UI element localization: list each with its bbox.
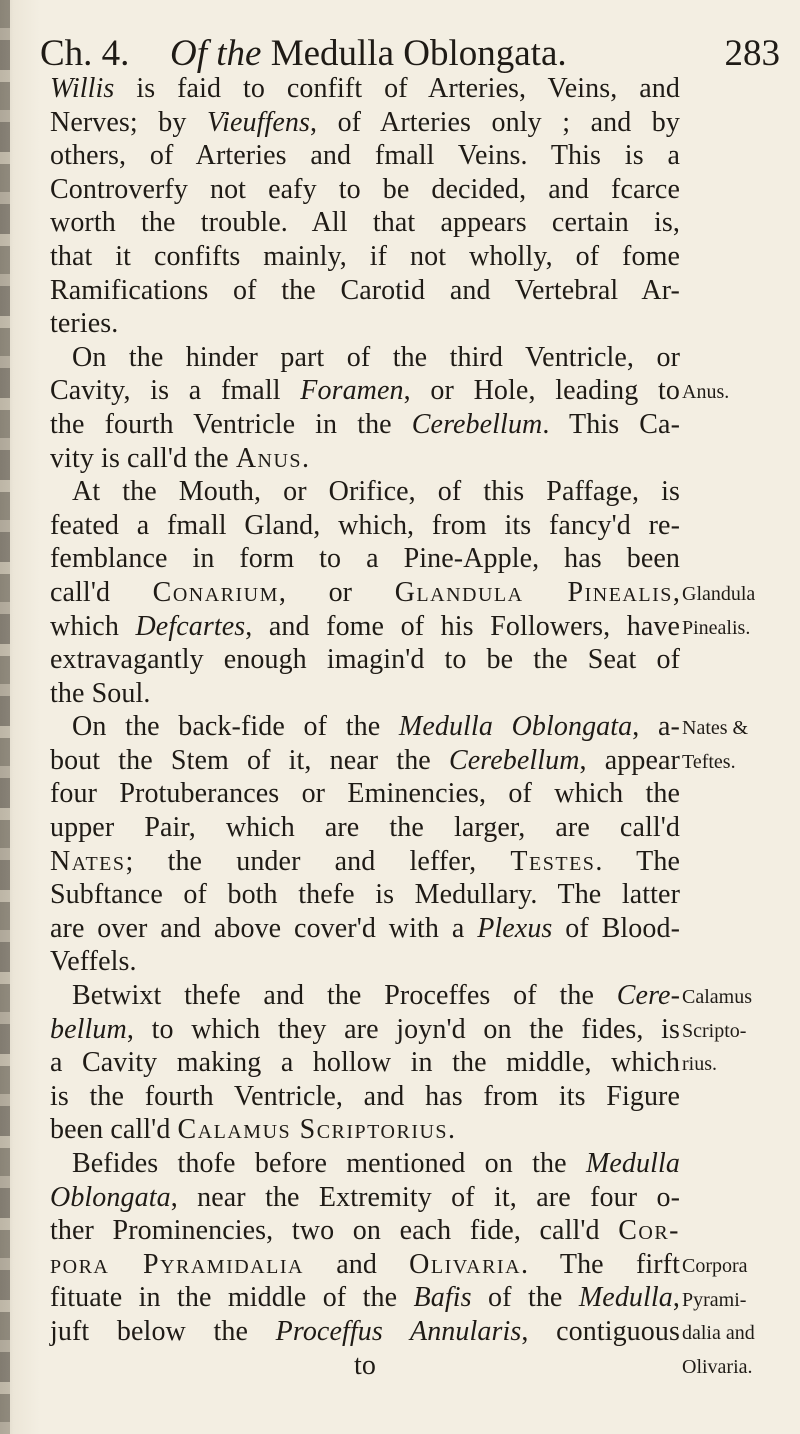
italic-term: Willis (50, 73, 115, 104)
small-caps-term: Anus (235, 442, 303, 474)
text-run: upper Pair, which are the larger, are call'd (50, 812, 680, 844)
text-run: , appear (579, 744, 680, 776)
text-line (50, 1080, 680, 1114)
text-line (50, 945, 680, 979)
text-line (50, 1113, 680, 1147)
italic-term: Medulla (578, 1282, 673, 1314)
text-run: Ramifications of the Carotid and Vertebral Ar- (50, 274, 680, 306)
margin-note: Nates & (682, 717, 749, 740)
text-run: , (672, 1282, 680, 1314)
text-run: Betwixt thefe and the Proceffes of the (72, 980, 617, 1012)
text-run: , a- (632, 711, 680, 743)
text-run: worth the trouble. All that appears certain is, (50, 207, 680, 239)
text-line (50, 307, 680, 341)
text-run: . The firft (521, 1248, 680, 1280)
text-line (50, 1046, 680, 1080)
text-line (50, 509, 680, 543)
text-line (50, 710, 680, 744)
text-run: fituate in the middle of the (50, 1282, 414, 1314)
text-run: , (672, 576, 680, 608)
body-text (50, 72, 680, 1382)
small-caps-term: Cor- (618, 1215, 680, 1247)
text-line (50, 274, 680, 308)
margin-note: Olivaria. (682, 1355, 753, 1378)
margin-note: rius. (682, 1053, 717, 1076)
text-run: On the hinder part of the third Ventricle, or (72, 341, 680, 373)
text-run: and (303, 1248, 410, 1280)
text-run: . This Ca- (542, 408, 680, 440)
text-run: ther Prominencies, two on each fide, call'd (50, 1215, 619, 1247)
text-line (50, 1315, 680, 1349)
text-line (50, 845, 680, 879)
text-run: extravagantly enough imagin'd to be the Seat of (50, 644, 680, 676)
text-line (50, 374, 680, 408)
text-run: the fourth Ventricle in the (50, 408, 412, 440)
running-title-prefix: Of the (170, 33, 262, 74)
text-line (50, 442, 680, 476)
italic-term: Proceffus Annularis (275, 1315, 522, 1347)
text-run: Controverfy not eafy to be decided, and fcarce (50, 173, 680, 205)
text-line (50, 139, 680, 173)
text-line (50, 72, 680, 106)
text-line (50, 1248, 680, 1282)
text-run: that it confifts mainly, if not wholly, of fome (50, 240, 680, 272)
small-caps-term: Nates (50, 845, 126, 877)
text-run: feated a fmall Gland, which, from its fancy'd re- (50, 509, 680, 541)
small-caps-term: Glandula Pinealis (394, 576, 673, 608)
text-line (50, 542, 680, 576)
text-line (50, 979, 680, 1013)
text-line (50, 576, 680, 610)
text-run: , to which they are joyn'd on the fides, is (126, 1013, 680, 1045)
text-line (50, 1147, 680, 1181)
text-line (50, 1281, 680, 1315)
text-line (50, 1181, 680, 1215)
text-line (50, 677, 680, 711)
text-run: , and fome of his Followers, have (245, 610, 680, 642)
text-run: ; the under and leffer, (125, 845, 511, 877)
text-run: bout the Stem of it, near the (50, 744, 449, 776)
italic-term: Plexus (477, 912, 553, 944)
text-run: , contiguous (521, 1315, 680, 1347)
chapter-label: Ch. 4. (40, 33, 130, 74)
margin-note: Corpora (682, 1255, 748, 1277)
text-run: , of Arteries only ; and by (309, 106, 680, 138)
italic-term: Vieuffens (206, 106, 310, 138)
text-run: call'd (50, 576, 153, 608)
text-run: the Soul. (50, 677, 151, 709)
text-run: . The (595, 845, 680, 877)
text-run: been call'd (50, 1114, 178, 1146)
margin-note: Pinealis. (682, 616, 751, 639)
margin-note: Scripto- (682, 1019, 747, 1042)
italic-term: Medulla Oblongata (398, 711, 633, 743)
text-line (50, 744, 680, 778)
text-line (50, 341, 680, 375)
text-run: of the (471, 1282, 579, 1314)
small-caps-term: pora Pyramidalia (50, 1248, 304, 1280)
text-run: are over and above cover'd with a (50, 912, 478, 944)
text-run: juft below the (50, 1315, 276, 1347)
margin-note: Glandula (682, 583, 756, 605)
text-line (50, 1013, 680, 1047)
text-run: others, of Arteries and fmall Veins. This is a (50, 140, 680, 172)
italic-term: Cerebellum (411, 408, 543, 440)
text-line (50, 240, 680, 274)
text-line (50, 1214, 680, 1248)
margin-note: Anus. (682, 381, 730, 404)
text-run: On the back-fide of the (72, 711, 399, 743)
text-line (50, 878, 680, 912)
text-run: four Protuberances or Eminencies, of which the (50, 778, 680, 810)
italic-term: Cerebellum (448, 744, 580, 776)
text-run: , or (278, 576, 395, 608)
text-run: Subftance of both thefe is Medullary. The latter (50, 879, 680, 911)
text-run: , near the Extremity of it, are four o- (170, 1181, 680, 1213)
text-line (50, 408, 680, 442)
text-run: Veffels. (50, 946, 137, 978)
book-binding-edge (0, 0, 10, 1434)
text-run: . (448, 1114, 456, 1146)
text-run: vity is call'd the (50, 442, 236, 474)
text-run: Befides thofe before mentioned on the (72, 1148, 586, 1179)
text-run: . (302, 442, 310, 474)
catchword (50, 1349, 680, 1383)
text-run: which (50, 610, 136, 642)
text-line (50, 106, 680, 140)
text-line (50, 206, 680, 240)
margin-note: Pyrami- (682, 1288, 747, 1311)
small-caps-term: Testes (510, 845, 596, 877)
text-run: a Cavity making a hollow in the middle, which (50, 1047, 680, 1079)
text-line (50, 643, 680, 677)
small-caps-term: Olivaria (409, 1248, 522, 1280)
margin-note: Teftes. (682, 751, 736, 773)
italic-term: Cere- (616, 980, 680, 1012)
running-title-main: Medulla Oblongata. (270, 33, 567, 74)
text-line (50, 475, 680, 509)
text-run: femblance in form to a Pine-Apple, has been (50, 543, 680, 575)
text-run: Nerves; by (50, 106, 207, 138)
text-line (50, 173, 680, 207)
small-caps-term: Calamus Scriptorius (177, 1114, 449, 1146)
text-run: to (354, 1349, 376, 1381)
text-line (50, 912, 680, 946)
margin-note: dalia and (682, 1322, 755, 1345)
text-run: At the Mouth, or Orifice, of this Paffage, is (72, 476, 680, 508)
text-line (50, 811, 680, 845)
margin-note: Calamus (682, 986, 752, 1009)
text-run: Cavity, is a fmall (50, 375, 301, 407)
page-number: 283 (724, 33, 780, 74)
italic-term: Bafis (413, 1282, 472, 1314)
text-line (50, 777, 680, 811)
text-line (50, 610, 680, 644)
small-caps-term: Conarium (152, 576, 279, 608)
italic-term: bellum (50, 1013, 127, 1045)
running-title (170, 32, 567, 75)
italic-term: Defcartes (135, 610, 246, 642)
text-run: teries. (50, 308, 119, 340)
text-run: is the fourth Ventricle, and has from its Figure (50, 1080, 680, 1112)
text-run: of Blood- (552, 912, 681, 944)
italic-term: Oblongata (50, 1181, 171, 1213)
text-run: is faid to confift of Arteries, Veins, and (114, 73, 680, 104)
text-run: , or Hole, leading to (403, 375, 680, 407)
italic-term: Medulla (585, 1148, 680, 1179)
italic-term: Foramen (300, 375, 404, 407)
